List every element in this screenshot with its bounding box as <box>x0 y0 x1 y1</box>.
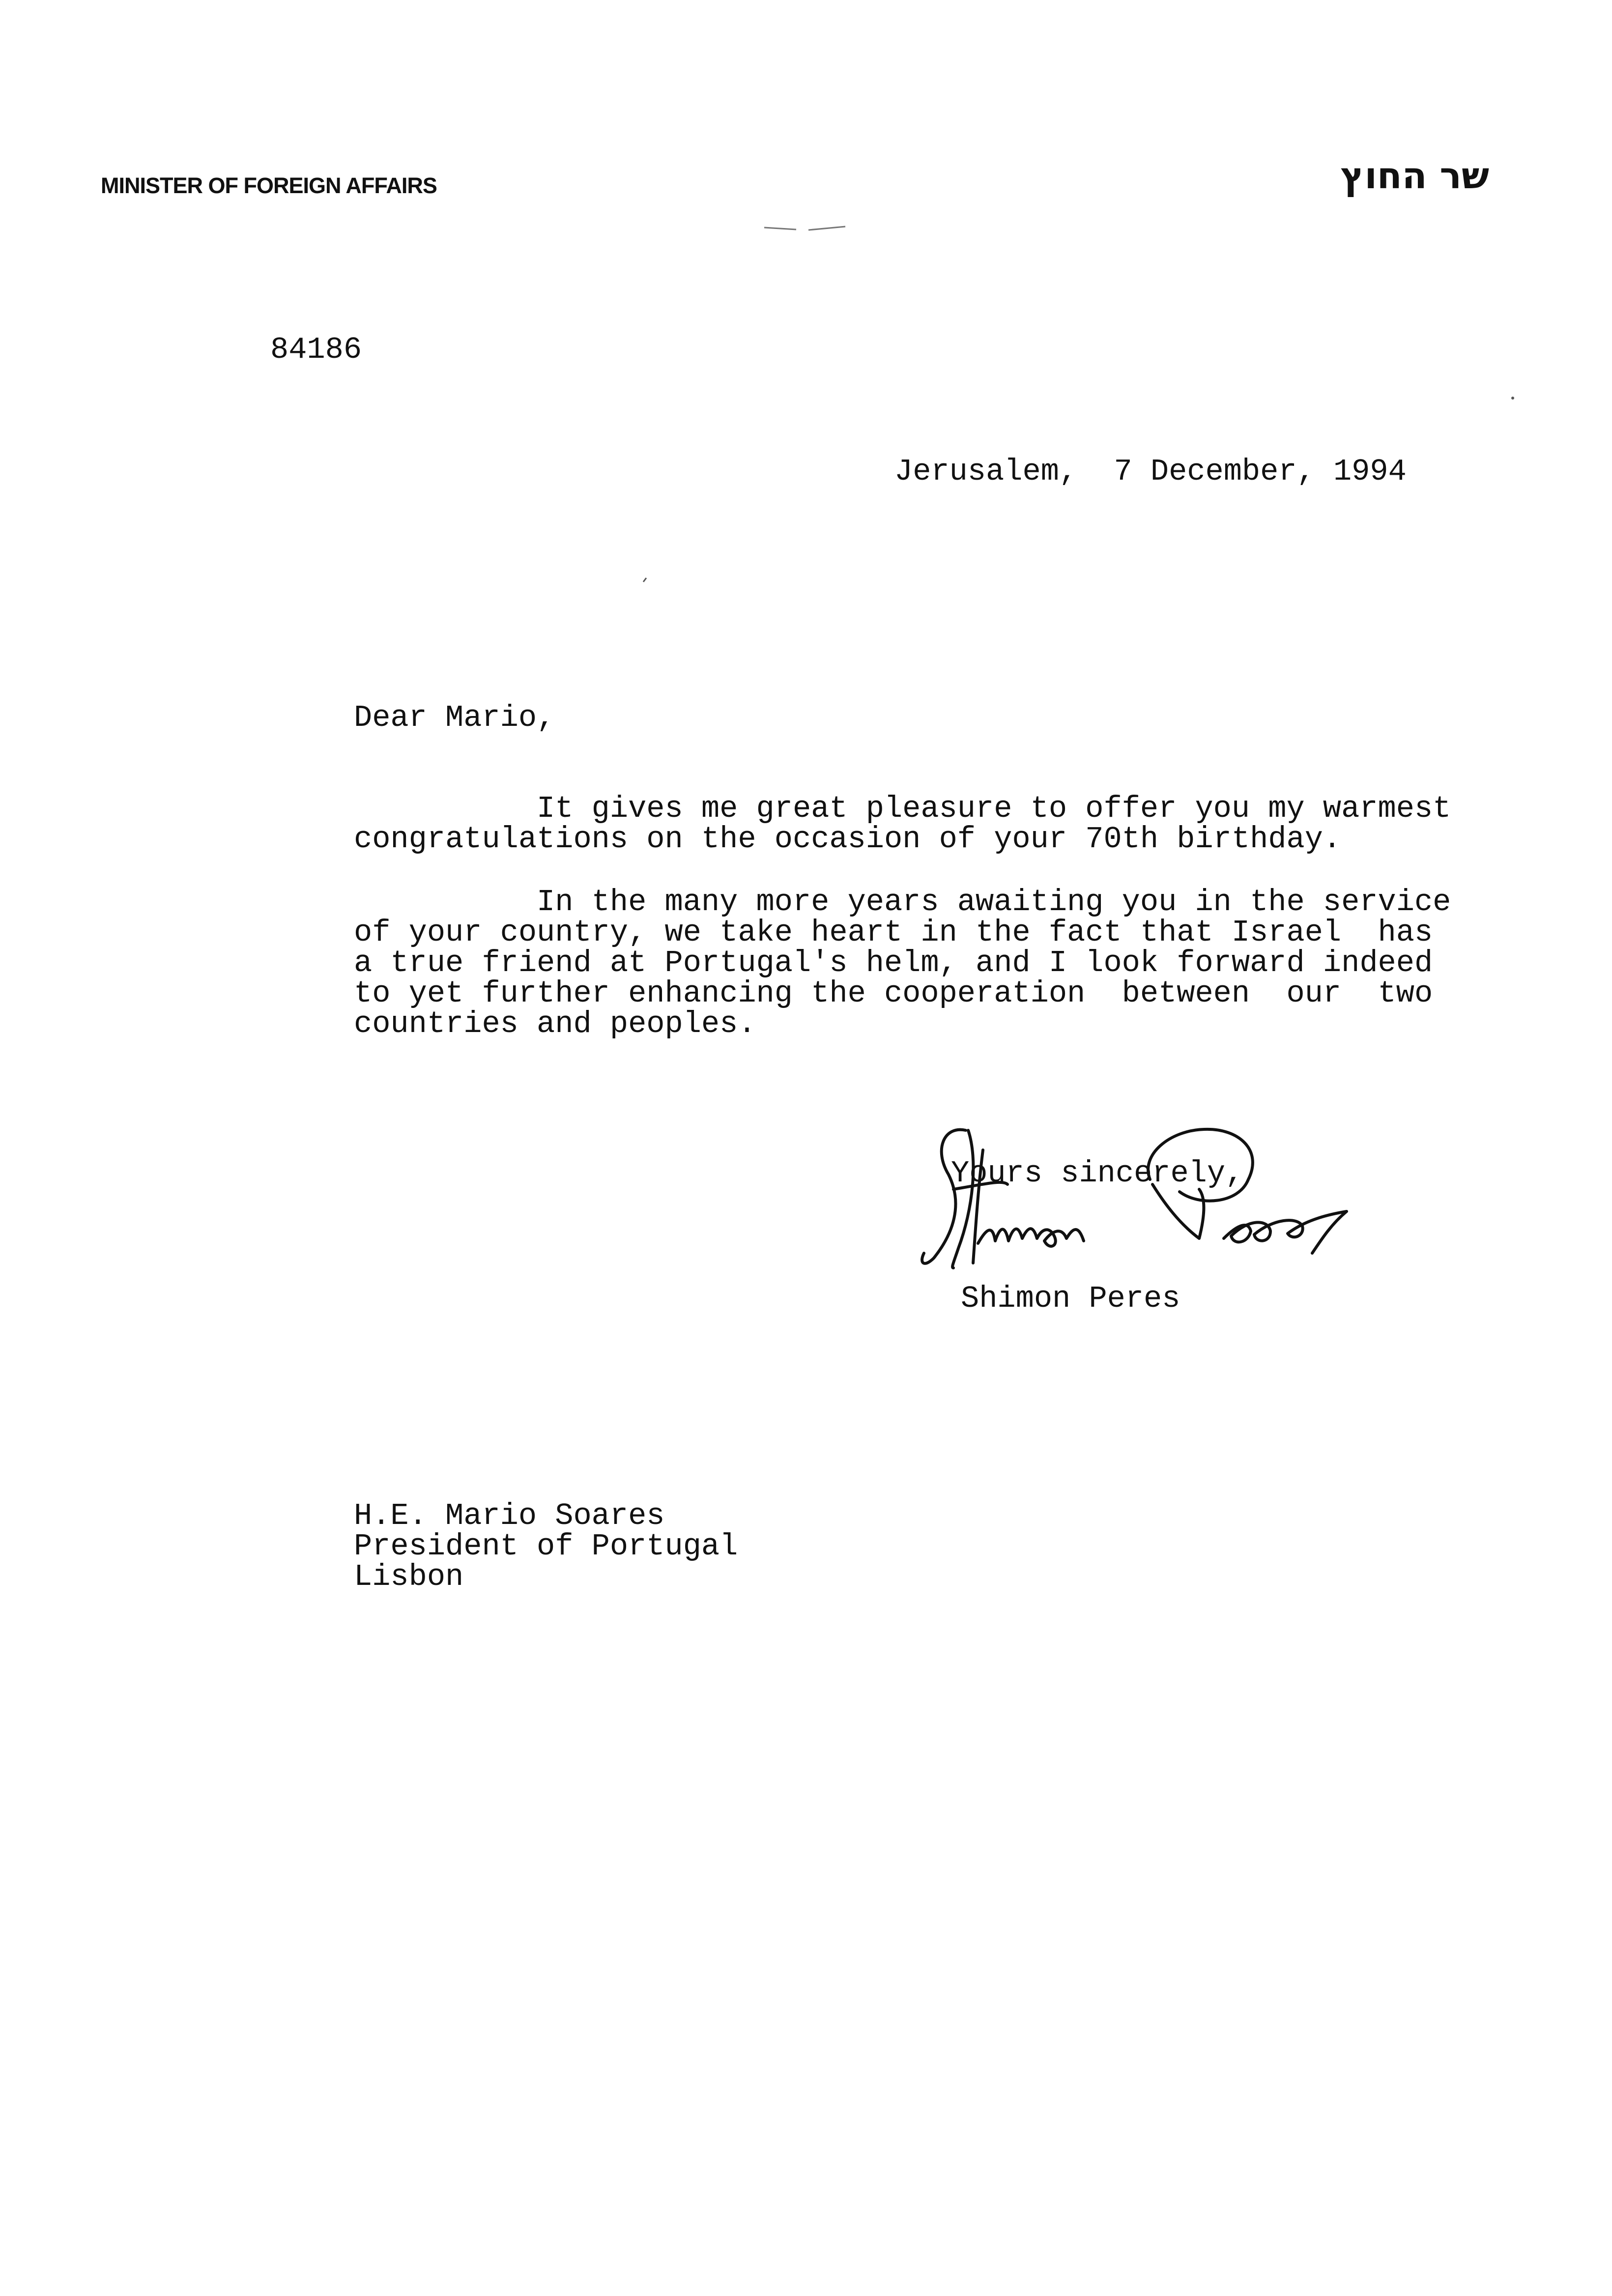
place-and-date: Jerusalem, 7 December, 1994 <box>894 454 1407 489</box>
letterhead-english: MINISTER OF FOREIGN AFFAIRS <box>101 173 437 198</box>
body-paragraph-1: It gives me great pleasure to offer you my warmest congratulations on the occasion of your 70th birthday. <box>354 791 1451 857</box>
recipient-line-1: H.E. Mario Soares <box>354 1498 665 1533</box>
reference-number: 84186 <box>270 332 362 367</box>
scan-mark-right <box>1509 393 1519 403</box>
scan-mark-dot <box>641 575 651 585</box>
signer-name: Shimon Peres <box>961 1281 1180 1316</box>
closing: Yours sincerely, <box>951 1156 1244 1191</box>
salutation: Dear Mario, <box>354 700 555 735</box>
recipient-line-2: President of Portugal <box>354 1529 738 1564</box>
letterhead-hebrew: שר החוץ <box>1340 155 1489 197</box>
recipient-address <box>354 1498 738 1594</box>
recipient-line-3: Lisbon <box>354 1559 464 1594</box>
body-paragraph-2: In the many more years awaiting you in the service of your country, we take heart in the fact that Israel has a true friend at Portugal's helm, and I look forward indeed to yet further enhancing the cooperation between our two countries and peoples. <box>354 885 1451 1041</box>
scan-mark-top <box>762 224 850 233</box>
handwritten-signature <box>904 1120 1435 1288</box>
